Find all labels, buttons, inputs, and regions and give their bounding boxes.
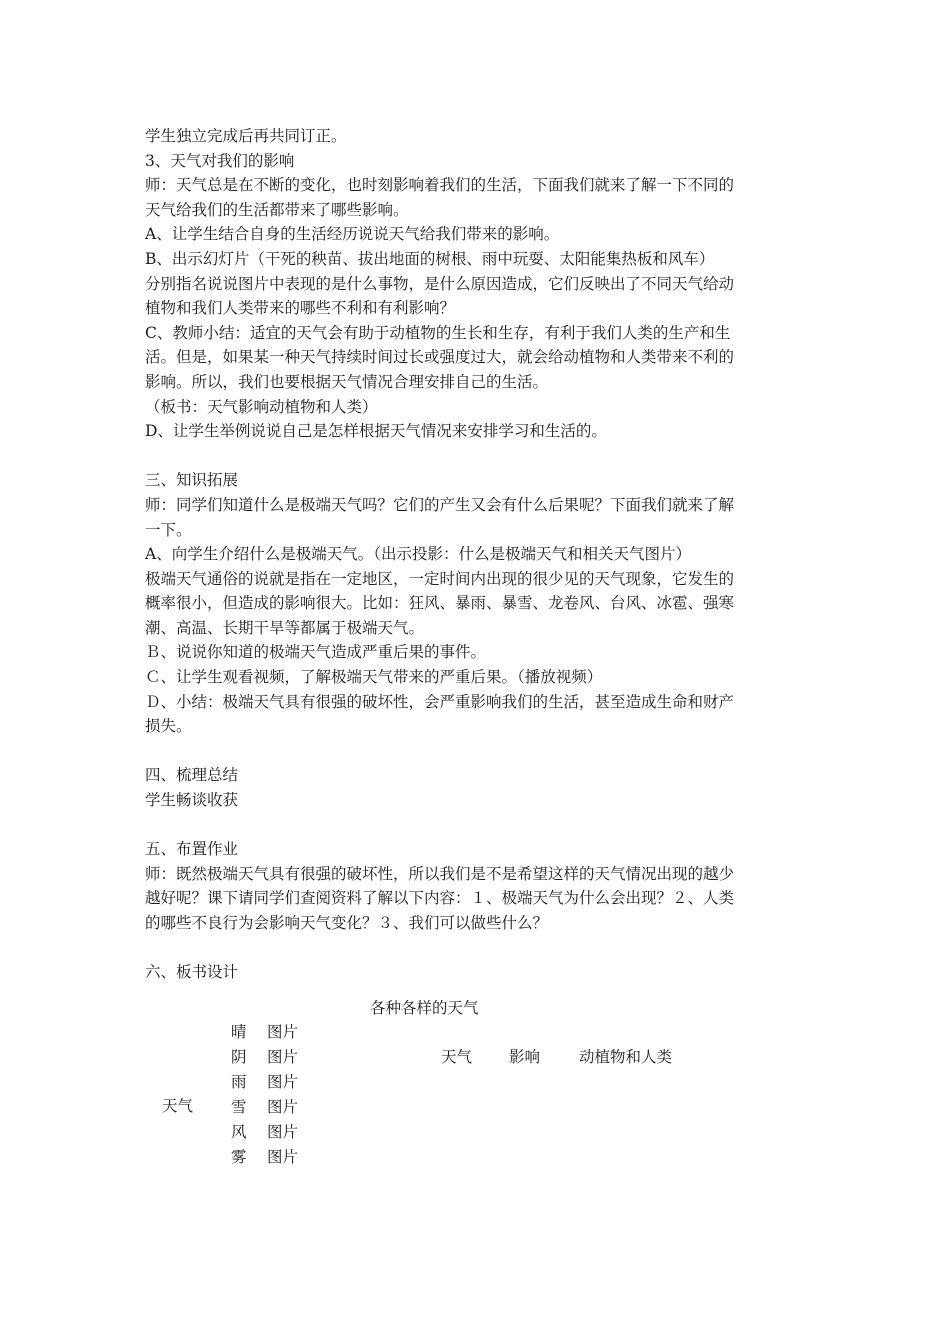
paragraph-line: 分别指名说说图片中表现的是什么事物，是什么原因造成，它们反映出了不同天气给动 xyxy=(145,274,735,293)
board-weather-picture: 图片 xyxy=(267,1148,299,1166)
paragraph-line: C、教师小结：适宜的天气会有助于动植物的生长和生存，有利于我们人类的生产和生 xyxy=(145,323,731,342)
paragraph-line: 师：天气总是在不断的变化，也时刻影响着我们的生活，下面我们就来了解一下不同的 xyxy=(145,176,735,195)
paragraph-line: 极端天气通俗的说就是指在一定地区，一定时间内出现的很少见的天气现象，它发生的 xyxy=(145,569,735,588)
text-line: Ｃ、让学生观看视频，了解极端天气带来的严重后果。（播放视频） xyxy=(145,668,603,687)
text-line: 三、知识拓展 xyxy=(145,471,239,490)
board-weather-type: 雾 xyxy=(231,1148,247,1166)
text-line: 四、梳理总结 xyxy=(145,766,239,785)
paragraph-line: 师：同学们知道什么是极端天气吗？它们的产生又会有什么后果呢？下面我们就来了解 xyxy=(145,495,735,514)
paragraph-line: 天气给我们的生活都带来了哪些影响。 xyxy=(145,200,409,219)
text-line: Ｂ、说说你知道的极端天气造成严重后果的事件。 xyxy=(145,643,487,662)
board-weather-picture: 图片 xyxy=(267,1123,299,1141)
board-weather-type: 晴 xyxy=(231,1023,247,1041)
board-weather-picture: 图片 xyxy=(267,1048,299,1066)
text-line: D、让学生举例说说自己是怎样根据天气情况来安排学习和生活的。 xyxy=(145,422,607,441)
paragraph xyxy=(145,690,810,739)
text-line: 六、板书设计 xyxy=(145,963,239,982)
text-line: 学生畅谈收获 xyxy=(145,791,239,810)
paragraph xyxy=(145,321,810,395)
paragraph-line: Ｄ、小结：极端天气具有很强的破坏性，会严重影响我们的生活，甚至造成生命和财产 xyxy=(145,692,735,711)
board-weather-type: 阴 xyxy=(231,1048,247,1066)
paragraph-line: 影响。所以，我们也要根据天气情况合理安排自己的生活。 xyxy=(145,372,549,391)
text-line: （板书：天气影响动植物和人类） xyxy=(145,397,378,416)
paragraph-line: 师：既然极端天气具有很强的破坏性，所以我们是不是希望这样的天气情况出现的越少 xyxy=(145,864,735,883)
board-relation-verb: 影响 xyxy=(509,1048,541,1066)
document-body xyxy=(145,124,810,985)
board-title: 各种各样的天气 xyxy=(370,999,479,1017)
paragraph-line: 概率很小，但造成的影响很大。比如：狂风、暴雨、暴雪、龙卷风、台风、冰雹、强寒 xyxy=(145,594,735,613)
paragraph-line: 越好呢？课下请同学们查阅资料了解以下内容：１、极端天气为什么会出现？２、人类 xyxy=(145,889,735,908)
paragraph-line: 的哪些不良行为会影响天气变化？３、我们可以做些什么？ xyxy=(145,914,549,932)
paragraph xyxy=(145,272,810,321)
blank-line xyxy=(145,936,810,961)
paragraph-line: 活。但是，如果某一种天气持续时间过长或强度过大，就会给动植物和人类带来不利的 xyxy=(145,348,735,367)
paragraph-line: 损失。 xyxy=(145,717,192,736)
board-weather-picture: 图片 xyxy=(267,1073,299,1091)
text-line: A、向学生介绍什么是极端天气。（出示投影：什么是极端天气和相关天气图片） xyxy=(145,545,691,564)
blank-line xyxy=(145,444,810,469)
text-line: B、出示幻灯片（干死的秧苗、拔出地面的树根、雨中玩耍、太阳能集热板和风车） xyxy=(145,249,715,268)
board-root: 天气 xyxy=(162,1097,194,1115)
board-weather-picture: 图片 xyxy=(267,1023,299,1041)
paragraph-line: 植物和我们人类带来的哪些不利和有利影响？ xyxy=(145,299,456,318)
board-relation-object: 动植物和人类 xyxy=(579,1048,673,1066)
board-weather-type: 雨 xyxy=(231,1073,247,1091)
board-weather-type: 雪 xyxy=(231,1098,247,1116)
paragraph-line: 潮、高温、长期干旱等都属于极端天气。 xyxy=(145,618,425,637)
paragraph xyxy=(145,567,810,641)
text-line: A、让学生结合自身的生活经历说说天气给我们带来的影响。 xyxy=(145,225,560,244)
board-weather-type: 风 xyxy=(231,1123,247,1141)
paragraph xyxy=(145,862,810,936)
text-line: 学生独立完成后再共同订正。 xyxy=(145,127,347,145)
paragraph xyxy=(145,493,810,542)
board-relation-subject: 天气 xyxy=(441,1048,473,1066)
paragraph xyxy=(145,173,810,222)
blank-line xyxy=(145,739,810,764)
paragraph-line: 一下。 xyxy=(145,520,192,539)
text-line: 3、天气对我们的影响 xyxy=(145,151,295,170)
board-weather-picture: 图片 xyxy=(267,1098,299,1116)
blank-line xyxy=(145,813,810,838)
text-line: 五、布置作业 xyxy=(145,840,239,859)
